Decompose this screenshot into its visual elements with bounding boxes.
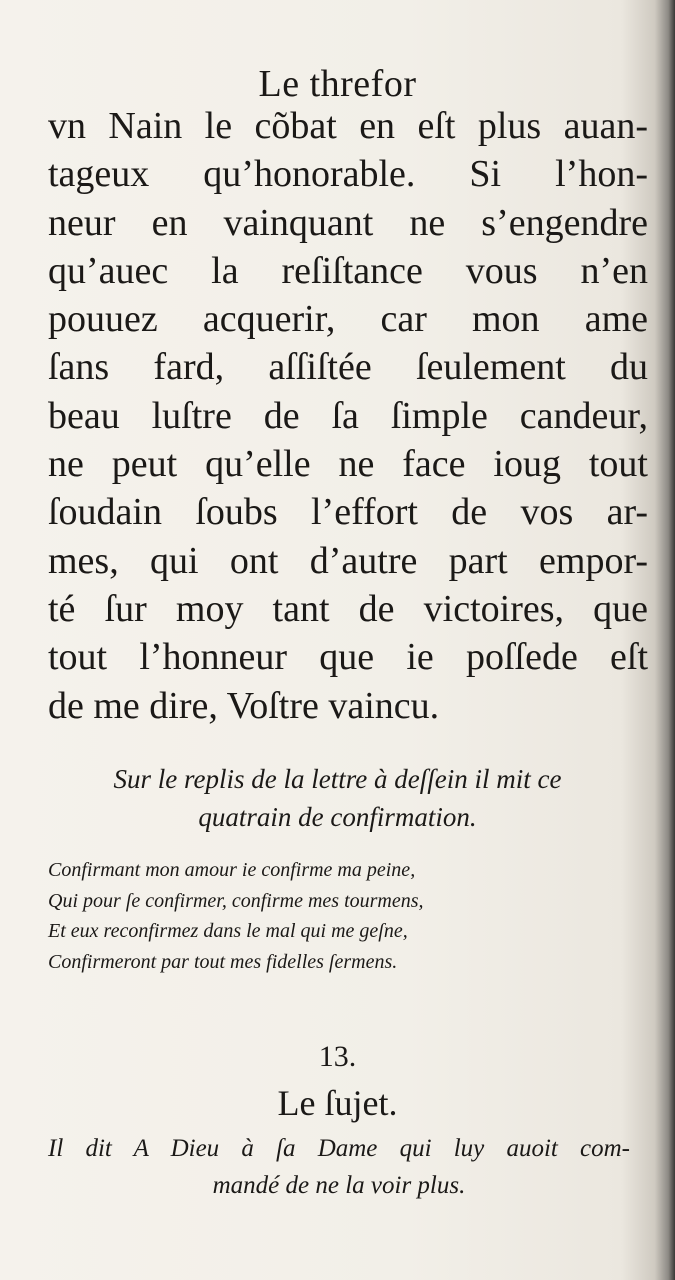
section-heading-line: quatrain de confirmation. bbox=[198, 802, 477, 832]
chapter-number: 13. bbox=[318, 1040, 357, 1073]
body-line: tageux qu’honorable. Si l’hon- bbox=[48, 153, 648, 196]
argument bbox=[48, 1130, 630, 1204]
quatrain-line: Confirmant mon amour ie confirme ma peine, bbox=[48, 859, 416, 881]
body-line: ſoudain ſoubs l’effort de vos ar- bbox=[48, 491, 648, 534]
body-paragraph bbox=[48, 102, 648, 730]
running-head: Le threfor bbox=[258, 63, 417, 105]
body-line: tout l’honneur que ie poſſede eſt bbox=[48, 636, 648, 679]
argument-line: mandé de ne la voir plus. bbox=[212, 1172, 466, 1199]
body-line: pouuez acquerir, car mon ame bbox=[48, 298, 648, 341]
quatrain bbox=[48, 855, 608, 977]
subject-title: Le ſujet. bbox=[277, 1083, 398, 1123]
argument-line: Il dit A Dieu à ſa Dame qui luy auoit com- bbox=[48, 1135, 630, 1162]
quatrain-line: Qui pour ſe confirmer, confirme mes tourmens, bbox=[48, 889, 424, 912]
body-line: beau luſtre de ſa ſimple candeur, bbox=[48, 394, 648, 437]
body-line: ſans fard, aſſiſtée ſeulement du bbox=[48, 346, 648, 389]
quatrain-line: Confirmeront par tout mes fidelles ſermens. bbox=[48, 950, 398, 973]
body-line: neur en vainquant ne s’engendre bbox=[48, 201, 648, 244]
body-line: de me dire, Voſtre vaincu. bbox=[48, 684, 440, 727]
section-heading-line: Sur le replis de la lettre à deſſein il mit ce bbox=[113, 764, 562, 794]
body-line: té ſur moy tant de victoires, que bbox=[48, 587, 648, 630]
section-heading bbox=[0, 760, 675, 836]
body-line: vn Nain le cõbat en eſt plus auan- bbox=[48, 105, 648, 147]
quatrain-line: Et eux reconfirmez dans le mal qui me geſne, bbox=[48, 920, 408, 942]
body-line: ne peut qu’elle ne face ioug tout bbox=[48, 443, 648, 486]
body-line: qu’auec la reſiſtance vous n’en bbox=[48, 249, 648, 292]
body-line: mes, qui ont d’autre part empor- bbox=[48, 539, 648, 582]
